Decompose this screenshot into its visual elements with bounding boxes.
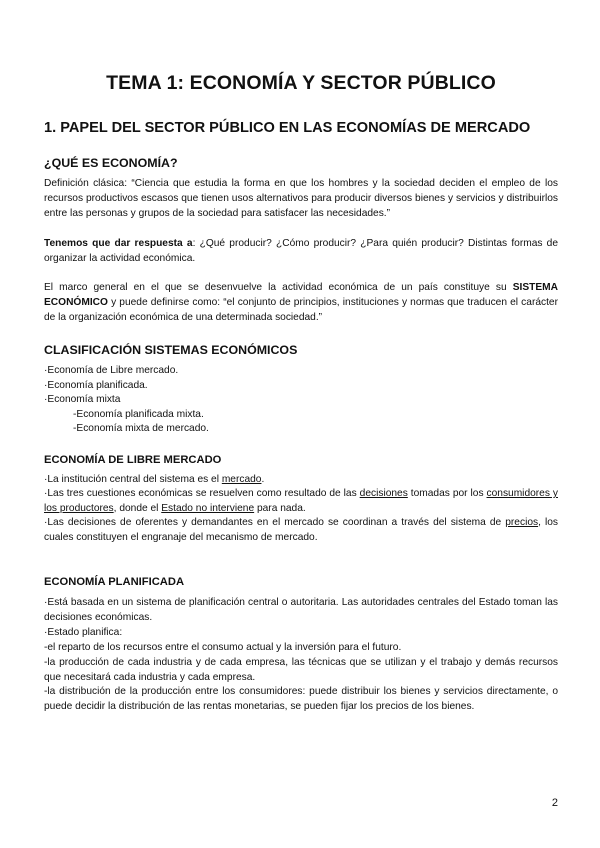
que-es-heading: ¿QUÉ ES ECONOMÍA?	[44, 156, 178, 170]
libre-heading: ECONOMÍA DE LIBRE MERCADO	[44, 454, 222, 466]
list-item: ·Economía planificada.	[44, 379, 148, 391]
libre-line-3	[44, 515, 558, 545]
definicion-paragraph: Definición clásica: “Ciencia que estudia la forma en que los hombres y la sociedad deciden el empleo de los recursos productivos escasos que tienen usos alternativos para producir diversos bienes y servicios y distribuirlos entre las personas y grupos de la sociedad para satisfacer las necesidades.”	[44, 178, 558, 220]
text-span: para nada.	[254, 503, 306, 515]
planificada-p1: ·Está basada en un sistema de planificación central o autoritaria. Las autoridades centrales del Estado toman las decisiones económicas.	[44, 597, 558, 624]
planificada-p3: -el reparto de los recursos entre el consumo actual y la inversión para el futuro.	[44, 642, 402, 653]
text-span: , los cuales constituyen el engranaje del mecanismo de mercado.	[44, 517, 558, 544]
list-item: ·Economía de Libre mercado.	[44, 365, 179, 376]
respuesta-paragraph	[44, 236, 558, 266]
marco-end: y puede definirse como: “el conjunto de principios, instituciones y normas que traducen el carácter de la organización económica de una determinada sociedad.”	[44, 297, 558, 324]
respuesta-bold: Tenemos que dar respuesta a	[44, 238, 193, 249]
planificada-p4: -la producción de cada industria y de cada empresa, las técnicas que se utilizan y el trabajo y demás recursos que necesitará cada industria y cada empresa.	[44, 657, 558, 684]
marco-paragraph	[44, 280, 558, 326]
marco-bold: SISTEMA ECONÓMICO	[44, 282, 558, 309]
planificada-heading: ECONOMÍA PLANIFICADA	[44, 576, 185, 588]
text-span: tomadas por los	[407, 488, 487, 499]
marco-start: El marco general en el que se desenvuelve la actividad económica de un país constituye su	[44, 282, 513, 293]
text-span: , donde el	[113, 503, 162, 515]
underlined-term: Estado no interviene	[161, 503, 255, 515]
respuesta-rest: : ¿Qué producir? ¿Cómo producir? ¿Para quién producir? Distintas formas de organizar la actividad económica.	[44, 238, 558, 265]
underlined-term: mercado	[221, 474, 262, 485]
list-subitem: -Economía mixta de mercado.	[73, 423, 209, 435]
text-span: ·Las tres cuestiones económicas se resuelven como resultado de las	[44, 488, 360, 499]
text-span: ·La institución central del sistema es el	[44, 474, 222, 485]
page-number: 2	[551, 797, 558, 809]
underlined-term: decisiones	[359, 488, 408, 499]
page-title: TEMA 1: ECONOMÍA Y SECTOR PÚBLICO	[106, 72, 496, 94]
list-item: ·Economía mixta	[44, 394, 121, 406]
underlined-term: consumidores y los productores	[44, 488, 558, 515]
list-subitem: -Economía planificada mixta.	[73, 408, 204, 420]
text-span: .	[261, 474, 265, 485]
planificada-p2: ·Estado planifica:	[44, 627, 123, 638]
libre-line-2	[44, 486, 558, 516]
libre-line-1	[44, 472, 558, 487]
underlined-term: precios	[505, 517, 539, 528]
planificada-p5: -la distribución de la producción entre los consumidores: puede distribuir los bienes y servicios directamente, o puede decidir la distribución de las rentas monetarias, se pueden fijar los precios de los bienes.	[44, 686, 558, 713]
clasificacion-heading: CLASIFICACIÓN SISTEMAS ECONÓMICOS	[44, 343, 298, 357]
section-heading: 1. PAPEL DEL SECTOR PÚBLICO EN LAS ECONOMÍAS DE MERCADO	[44, 120, 531, 136]
clasificacion-list	[44, 364, 558, 437]
text-span: ·Las decisiones de oferentes y demandantes en el mercado se coordinan a través del sistema de	[44, 517, 506, 528]
